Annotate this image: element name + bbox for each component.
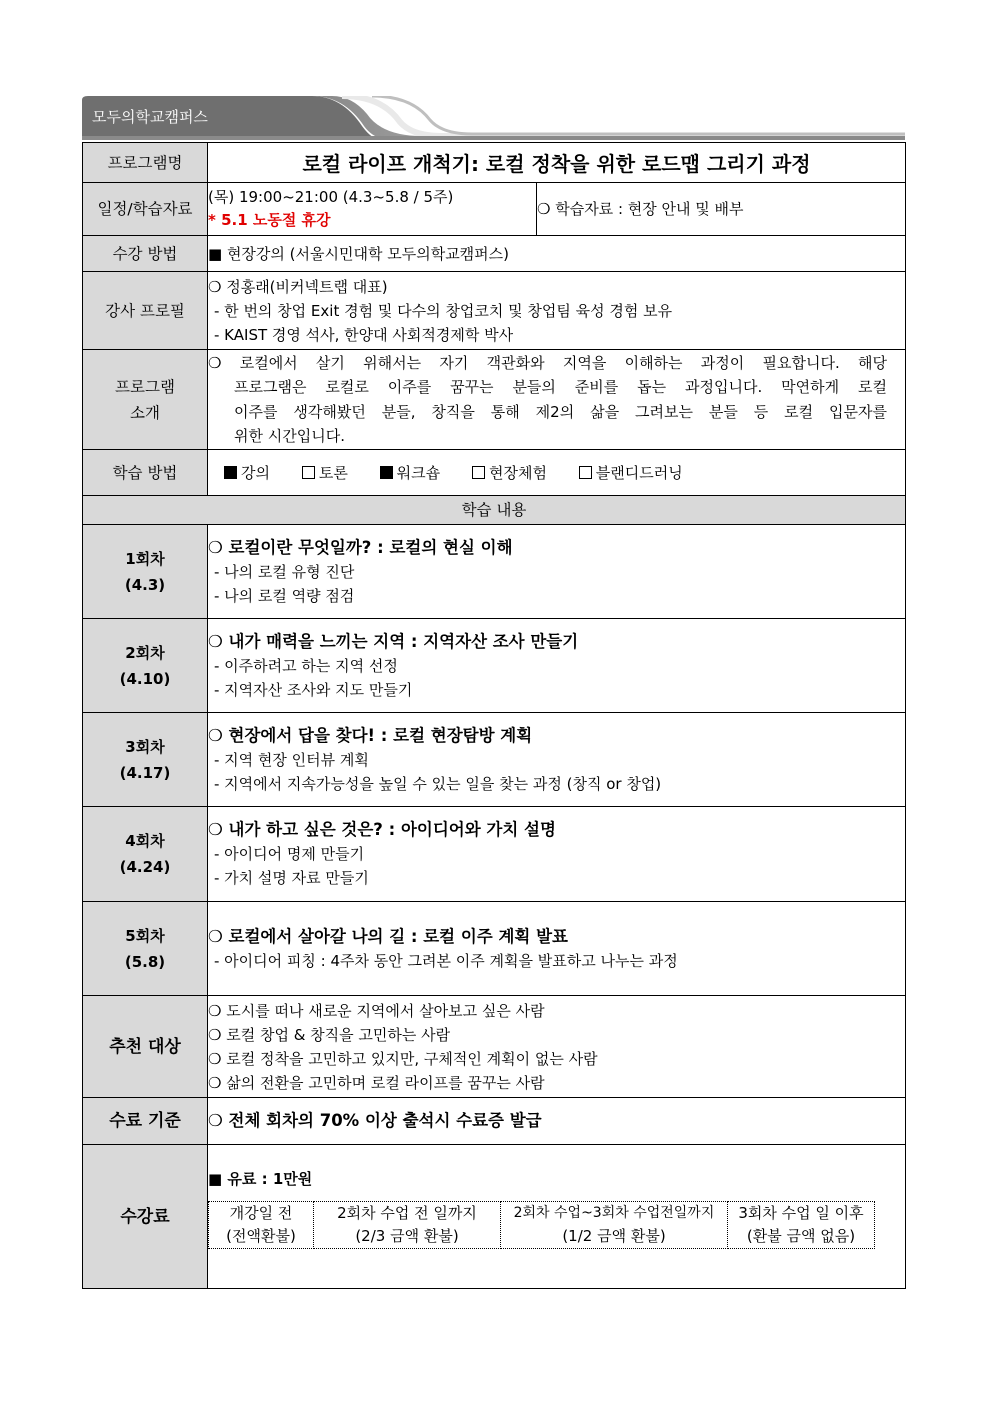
session-title: ❍ 로컬이란 무엇일까? : 로컬의 현실 이해 bbox=[208, 537, 513, 557]
learning-method-row bbox=[83, 450, 906, 496]
target-item: ❍ 로컬 창업 & 창직을 고민하는 사람 bbox=[208, 1025, 451, 1044]
intro-label-line1: 프로그램 bbox=[115, 377, 175, 396]
method-value: ■ 현장강의 (서울시민대학 모두의학교캠퍼스) bbox=[208, 236, 906, 272]
instructor-row bbox=[83, 272, 906, 350]
fee-value: ■ 유료 : 1만원 bbox=[208, 1170, 313, 1188]
materials-text: ❍ 학습자료 : 현장 안내 및 배부 bbox=[537, 183, 906, 236]
refund-cell: 3회차 수업 일 이후 (환불 금액 없음) bbox=[728, 1202, 875, 1249]
target-label: 추천 대상 bbox=[83, 996, 208, 1098]
checkbox-checked-icon bbox=[380, 466, 393, 479]
fee-label: 수강료 bbox=[83, 1145, 208, 1289]
program-title: 로컬 라이프 개척기: 로컬 정착을 위한 로드맵 그리기 과정 bbox=[208, 143, 906, 183]
checkbox-empty-icon bbox=[302, 466, 315, 479]
session-date: (4.24) bbox=[119, 858, 171, 876]
intro-line-2: 프로그램은 로컬로 이주를 꿈꾸는 분들의 준비를 돕는 과정입니다. 막연하게 로컬 bbox=[234, 378, 887, 396]
holiday-note: * 5.1 노동절 휴강 bbox=[208, 211, 331, 229]
session-date: (4.17) bbox=[119, 763, 171, 782]
session-item: - 아이디어 피칭 : 4주차 동안 그려본 이주 계획을 발표하고 나누는 과정 bbox=[214, 951, 678, 970]
content-header: 학습 내용 bbox=[83, 496, 906, 525]
refund-cell: 2회차 수업~3회차 수업전일까지 (1/2 금액 환불) bbox=[501, 1202, 728, 1249]
session-row-5 bbox=[83, 902, 906, 996]
method-workshop: 워크숍 bbox=[380, 464, 444, 482]
completion-value: ❍ 전체 회차의 70% 이상 출석시 수료증 발급 bbox=[208, 1098, 906, 1145]
session-title: ❍ 내가 매력을 느끼는 지역 : 지역자산 조사 만들기 bbox=[208, 631, 579, 651]
completion-label: 수료 기준 bbox=[83, 1098, 208, 1145]
fee-row bbox=[83, 1145, 906, 1289]
intro-row bbox=[83, 350, 906, 450]
banner-title: 모두의학교캠퍼스 bbox=[92, 108, 208, 126]
method-discussion: 토론 bbox=[302, 464, 352, 482]
intro-line-4: 위한 시간입니다. bbox=[234, 427, 345, 445]
learning-method-label: 학습 방법 bbox=[83, 450, 208, 496]
checkbox-checked-icon bbox=[224, 466, 237, 479]
session-item: - 지역자산 조사와 지도 만들기 bbox=[214, 680, 413, 699]
method-blended: 블랜디드러닝 bbox=[579, 464, 687, 482]
schedule-row bbox=[83, 183, 906, 236]
session-item: - 지역에서 지속가능성을 높일 수 있는 일을 찾는 과정 (창직 or 창업) bbox=[214, 774, 662, 793]
content-header-row bbox=[83, 496, 906, 525]
session-number: 5회차 bbox=[125, 926, 165, 945]
schedule-time: (목) 19:00~21:00 (4.3~5.8 / 5주) bbox=[208, 188, 454, 206]
session-number: 1회차 bbox=[125, 549, 165, 568]
intro-label-line2: 소개 bbox=[130, 403, 160, 422]
refund-cell: 2회차 수업 전 일까지 (2/3 금액 환불) bbox=[314, 1202, 501, 1249]
target-item: ❍ 도시를 떠나 새로운 지역에서 살아보고 싶은 사람 bbox=[208, 1001, 545, 1020]
checkbox-empty-icon bbox=[579, 466, 592, 479]
target-item: ❍ 로컬 정착을 고민하고 있지만, 구체적인 계획이 없는 사람 bbox=[208, 1049, 598, 1068]
session-row-4 bbox=[83, 807, 906, 902]
method-field: 현장체험 bbox=[472, 464, 551, 482]
session-row-2 bbox=[83, 619, 906, 713]
completion-row bbox=[83, 1098, 906, 1145]
instructor-education: - KAIST 경영 석사, 한양대 사회적경제학 박사 bbox=[214, 325, 514, 344]
schedule-label: 일정/학습자료 bbox=[83, 183, 208, 236]
instructor-name: ❍ 정홍래(비커넥트랩 대표) bbox=[208, 277, 388, 296]
session-title: ❍ 내가 하고 싶은 것은? : 아이디어와 가치 설명 bbox=[208, 820, 556, 839]
target-row bbox=[83, 996, 906, 1098]
instructor-career: - 한 번의 창업 Exit 경험 및 다수의 창업코치 및 창업팀 육성 경험 보유 bbox=[214, 301, 673, 320]
session-item: - 나의 로컬 역량 점검 bbox=[214, 586, 355, 605]
session-item: - 가치 설명 자료 만들기 bbox=[214, 869, 369, 887]
session-item: - 지역 현장 인터뷰 계획 bbox=[214, 750, 369, 769]
session-date: (4.3) bbox=[124, 575, 166, 594]
refund-cell: 개강일 전 (전액환불) bbox=[209, 1202, 314, 1249]
session-date: (5.8) bbox=[124, 952, 166, 971]
instructor-label: 강사 프로필 bbox=[83, 272, 208, 350]
session-number: 3회차 bbox=[125, 737, 165, 756]
method-lecture: 강의 bbox=[224, 464, 274, 482]
session-row-3 bbox=[83, 713, 906, 807]
session-item: - 이주하려고 하는 지역 선정 bbox=[214, 656, 398, 675]
session-title: ❍ 현장에서 답을 찾다! : 로컬 현장탐방 계획 bbox=[208, 725, 533, 745]
program-row bbox=[83, 143, 906, 183]
target-item: ❍ 삶의 전환을 고민하며 로컬 라이프를 꿈꾸는 사람 bbox=[208, 1073, 545, 1092]
method-label: 수강 방법 bbox=[83, 236, 208, 272]
method-row bbox=[83, 236, 906, 272]
session-item: - 아이디어 명제 만들기 bbox=[214, 845, 365, 863]
campus-banner bbox=[82, 96, 905, 140]
program-label: 프로그램명 bbox=[83, 143, 208, 183]
program-table bbox=[82, 142, 906, 1289]
intro-line-3: 이주를 생각해봤던 분들, 창직을 통해 제2의 삶을 그려보는 분들 등 로컬 입문자를 bbox=[234, 402, 887, 421]
session-number: 2회차 bbox=[125, 643, 165, 662]
session-row-1 bbox=[83, 525, 906, 619]
session-date: (4.10) bbox=[119, 669, 171, 688]
intro-line-1: ❍ 로컬에서 살기 위해서는 자기 객관화와 지역을 이해하는 과정이 필요합니다. 해당 bbox=[208, 353, 887, 372]
refund-table bbox=[208, 1201, 875, 1249]
session-item: - 나의 로컬 유형 진단 bbox=[214, 562, 355, 581]
session-title: ❍ 로컬에서 살아갈 나의 길 : 로컬 이주 계획 발표 bbox=[208, 926, 568, 946]
session-number: 4회차 bbox=[125, 832, 165, 850]
checkbox-empty-icon bbox=[472, 466, 485, 479]
